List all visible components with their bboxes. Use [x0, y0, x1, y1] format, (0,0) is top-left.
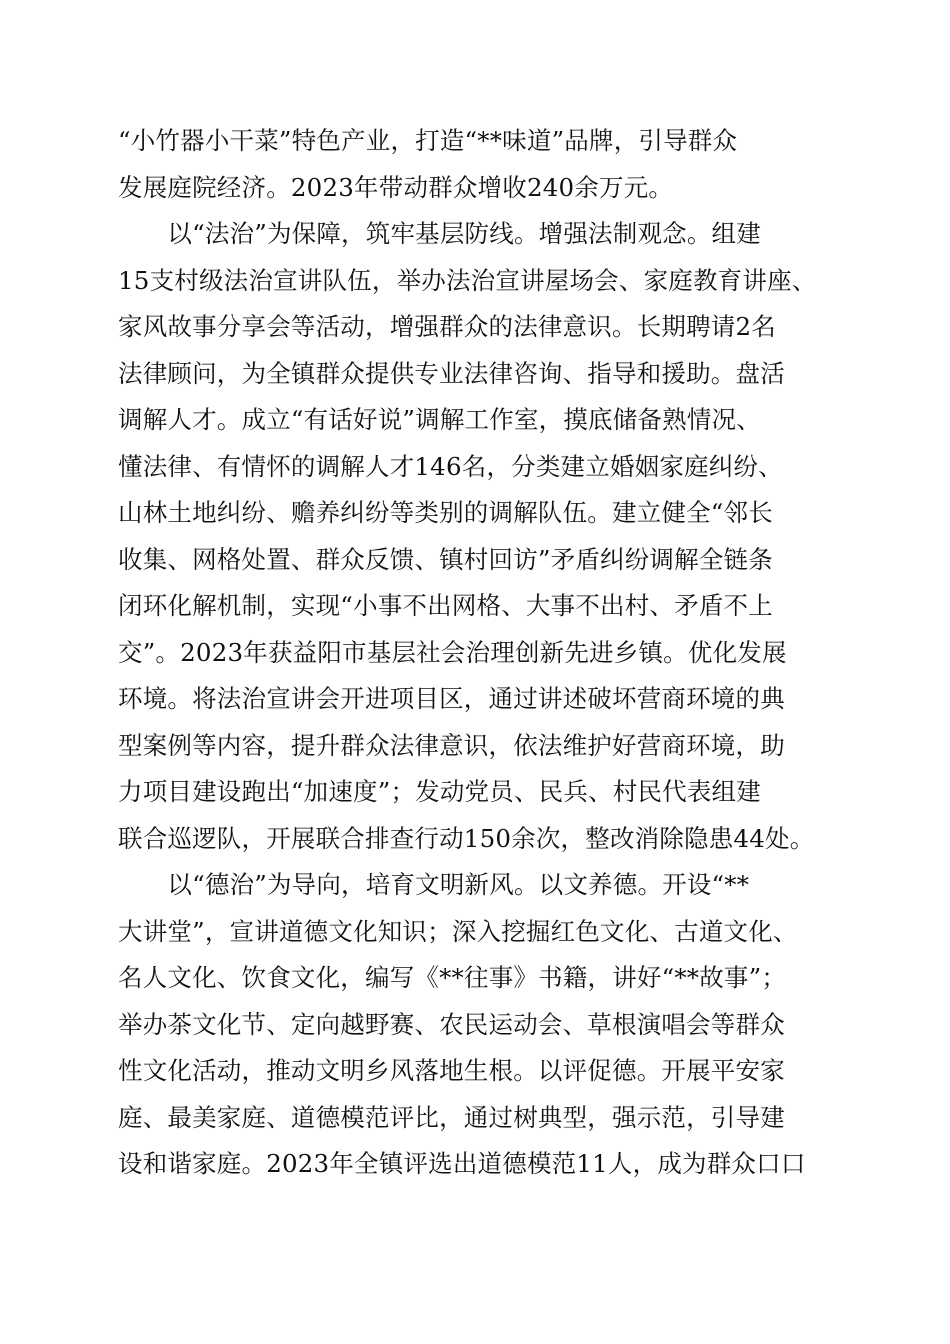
text-line: 调解人才。成立“有话好说”调解工作室，摸底储备熟情况、 — [118, 405, 761, 434]
text-line: 家风故事分享会等活动，增强群众的法律意识。长期聘请2名 — [118, 312, 776, 341]
text-line: 交”。2023年获益阳市基层社会治理创新先进乡镇。优化发展 — [118, 637, 787, 667]
paragraph-start-line: 以“法治”为保障，筑牢基层防线。增强法制观念。组建 — [118, 219, 761, 248]
text-line: 举办茶文化节、定向越野赛、农民运动会、草根演唱会等群众 — [118, 1009, 785, 1039]
text-line: 15支村级法治宣讲队伍，举办法治宣讲屋场会、家庭教育讲座、 — [118, 265, 817, 295]
text-line: 名人文化、饮食文化，编写《**往事》书籍，讲好“**故事”； — [118, 963, 787, 992]
text-line: 大讲堂”，宣讲道德文化知识；深入挖掘红色文化、古道文化、 — [118, 916, 798, 946]
text-line: 力项目建设跑出“加速度”；发动党员、民兵、村民代表组建 — [118, 777, 761, 806]
text-line: 性文化活动，推动文明乡风落地生根。以评促德。开展平安家 — [118, 1056, 785, 1085]
text-line: 联合巡逻队，开展联合排查行动150余次，整改消除隐患44处。 — [118, 823, 815, 853]
text-line: 发展庭院经济。2023年带动群众增收240余万元。 — [118, 172, 674, 202]
text-line: “小竹器小干菜”特色产业，打造“**味道”品牌，引导群众 — [118, 126, 738, 155]
text-line: 收集、网格处置、群众反馈、镇村回访”矛盾纠纷调解全链条 — [118, 544, 773, 574]
text-line: 庭、最美家庭、道德模范评比，通过树典型，强示范，引导建 — [118, 1102, 785, 1132]
text-line: 懂法律、有情怀的调解人才146名，分类建立婚姻家庭纠纷、 — [118, 451, 783, 481]
text-line: 设和谐家庭。2023年全镇评选出道德模范11人，成为群众口口 — [118, 1149, 806, 1178]
text-line: 山林土地纠纷、赡养纠纷等类别的调解队伍。建立健全“邻长 — [118, 498, 773, 527]
text-line: 闭环化解机制，实现“小事不出网格、大事不出村、矛盾不上 — [118, 591, 773, 620]
text-line: 型案例等内容，提升群众法律意识，依法维护好营商环境，助 — [118, 730, 785, 760]
text-line: 环境。将法治宣讲会开进项目区，通过讲述破坏营商环境的典 — [118, 684, 785, 713]
body-text — [118, 118, 838, 1188]
text-line: 法律顾问，为全镇群众提供专业法律咨询、指导和援助。盘活 — [118, 358, 785, 388]
paragraph-start-line: 以“德治”为导向，培育文明新风。以文养德。开设“** — [118, 870, 750, 899]
